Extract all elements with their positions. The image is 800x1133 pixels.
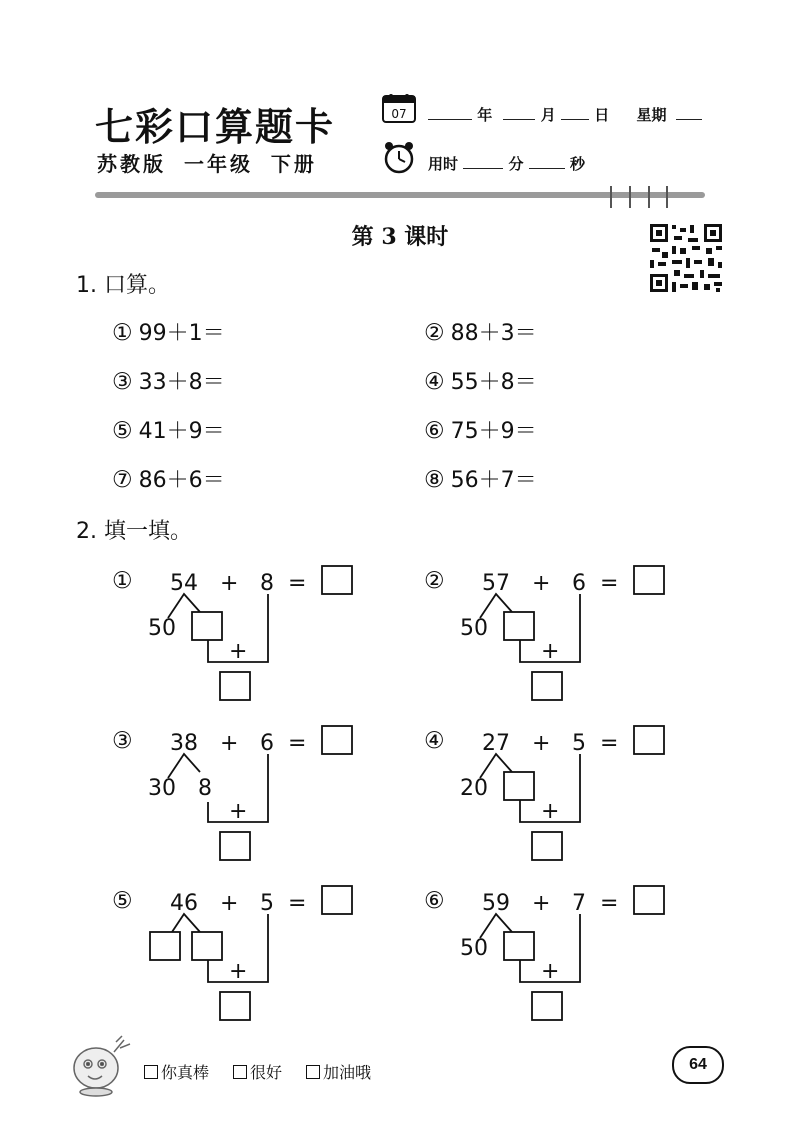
calendar-icon: [381, 92, 417, 124]
equals-sign: =: [288, 571, 307, 596]
rating-option[interactable]: [233, 1060, 282, 1083]
addend-b: 6: [572, 571, 586, 596]
problem-number: ⑤: [112, 888, 133, 914]
problem-expression: 86＋6＝: [138, 468, 225, 493]
problem-number: ⑧: [424, 467, 445, 493]
op-plus: +: [220, 571, 239, 596]
split-box[interactable]: [504, 772, 534, 800]
split-box[interactable]: [504, 612, 534, 640]
rating-label: 加油哦: [323, 1063, 372, 1082]
problem-number: ③: [112, 369, 133, 395]
decompose-problem: [108, 880, 368, 1030]
op-plus: +: [220, 891, 239, 916]
problem-number: ②: [424, 568, 445, 594]
addend-a: 38: [170, 731, 198, 756]
oral-problem[interactable]: [424, 365, 537, 396]
oral-problem[interactable]: [112, 414, 225, 445]
section2-title: 2. 填一填。: [76, 519, 192, 544]
decompose-problem: [108, 720, 368, 870]
answer-box[interactable]: [322, 566, 352, 594]
equals-sign: =: [288, 731, 307, 756]
problem-number: ②: [424, 320, 445, 346]
minute-blank[interactable]: [463, 156, 503, 169]
rating-option[interactable]: [306, 1060, 371, 1083]
result-box[interactable]: [220, 832, 250, 860]
equals-sign: =: [600, 571, 619, 596]
problem-number: ③: [112, 728, 133, 754]
op-plus: +: [532, 891, 551, 916]
oral-problem[interactable]: [112, 463, 225, 494]
month-blank[interactable]: [503, 107, 535, 120]
brand-title: 七彩口算题卡: [95, 105, 336, 149]
alarm-clock-icon: [381, 140, 417, 174]
problem-number: ⑥: [424, 418, 445, 444]
answer-box[interactable]: [322, 726, 352, 754]
rating-option[interactable]: [144, 1060, 209, 1083]
calendar-day: 07: [391, 107, 407, 121]
rating-checkbox[interactable]: [144, 1065, 158, 1079]
addend-b: 7: [572, 891, 586, 916]
sum-plus: +: [541, 799, 560, 824]
op-plus: +: [532, 731, 551, 756]
second-blank[interactable]: [529, 156, 565, 169]
result-box[interactable]: [220, 672, 250, 700]
weekday-label: 星期: [636, 106, 667, 124]
problem-expression: 56＋7＝: [450, 468, 537, 493]
addend-b: 5: [572, 731, 586, 756]
addend-a: 59: [482, 891, 510, 916]
problem-expression: 55＋8＝: [450, 370, 537, 395]
qr-code-icon[interactable]: [648, 222, 724, 294]
oral-problem[interactable]: [424, 414, 537, 445]
minute-label: 分: [508, 155, 524, 173]
result-box[interactable]: [532, 992, 562, 1020]
split-box[interactable]: [192, 612, 222, 640]
answer-box[interactable]: [634, 886, 664, 914]
sum-plus: +: [541, 639, 560, 664]
split-left: 50: [148, 616, 176, 641]
answer-box[interactable]: [322, 886, 352, 914]
problem-expression: 88＋3＝: [450, 321, 537, 346]
rating-checkbox[interactable]: [306, 1065, 320, 1079]
weekday-blank[interactable]: [676, 107, 702, 120]
decompose-problem: [420, 560, 680, 710]
oral-problem[interactable]: [424, 316, 537, 347]
rating-label: 你真棒: [161, 1063, 210, 1082]
page-number: 64: [672, 1046, 724, 1084]
year-blank[interactable]: [428, 107, 472, 120]
answer-box[interactable]: [634, 726, 664, 754]
oral-problem[interactable]: [112, 316, 225, 347]
answer-box[interactable]: [634, 566, 664, 594]
result-box[interactable]: [532, 672, 562, 700]
problem-expression: 75＋9＝: [450, 419, 537, 444]
split-box-left[interactable]: [150, 932, 180, 960]
addend-a: 57: [482, 571, 510, 596]
split-left: 20: [460, 776, 488, 801]
sum-plus: +: [541, 959, 560, 984]
sum-plus: +: [229, 959, 248, 984]
second-label: 秒: [569, 155, 585, 173]
addend-a: 54: [170, 571, 198, 596]
equals-sign: =: [600, 891, 619, 916]
problem-number: ④: [424, 728, 445, 754]
equals-sign: =: [600, 731, 619, 756]
problem-number: ①: [112, 320, 133, 346]
split-box[interactable]: [504, 932, 534, 960]
decompose-problem: [108, 560, 368, 710]
edition-label: 苏教版 一年级 下册: [97, 152, 317, 176]
day-blank[interactable]: [561, 107, 589, 120]
month-label: 月: [540, 106, 556, 124]
split-right: 8: [198, 776, 212, 801]
problem-number: ⑦: [112, 467, 133, 493]
date-fill-line: [428, 104, 702, 125]
addend-b: 5: [260, 891, 274, 916]
op-plus: +: [532, 571, 551, 596]
split-left: 30: [148, 776, 176, 801]
addend-a: 46: [170, 891, 198, 916]
day-label: 日: [594, 106, 610, 124]
op-plus: +: [220, 731, 239, 756]
oral-problem[interactable]: [112, 365, 225, 396]
decompose-problem: [420, 720, 680, 870]
result-box[interactable]: [220, 992, 250, 1020]
split-left: 50: [460, 936, 488, 961]
decompose-problem: [420, 880, 680, 1030]
time-used-label: 用时: [428, 155, 459, 173]
problem-expression: 99＋1＝: [138, 321, 225, 346]
problem-number: ①: [112, 568, 133, 594]
sum-plus: +: [229, 799, 248, 824]
addend-a: 27: [482, 731, 510, 756]
result-box[interactable]: [532, 832, 562, 860]
equals-sign: =: [288, 891, 307, 916]
problem-number: ⑥: [424, 888, 445, 914]
split-left: 50: [460, 616, 488, 641]
oral-problem[interactable]: [424, 463, 537, 494]
problem-number: ⑤: [112, 418, 133, 444]
problem-expression: 41＋9＝: [138, 419, 225, 444]
addend-b: 8: [260, 571, 274, 596]
mascot-icon: [66, 1032, 138, 1098]
rating-checkbox[interactable]: [233, 1065, 247, 1079]
addend-b: 6: [260, 731, 274, 756]
time-fill-line: [428, 153, 585, 174]
rating-label: 很好: [250, 1063, 283, 1082]
year-label: 年: [477, 106, 493, 124]
split-box[interactable]: [192, 932, 222, 960]
problem-expression: 33＋8＝: [138, 370, 225, 395]
ring-binder-icon: [603, 182, 673, 212]
lesson-title: 第 3 课时: [351, 224, 449, 250]
section1-title: 1. 口算。: [76, 273, 170, 298]
problem-number: ④: [424, 369, 445, 395]
sum-plus: +: [229, 639, 248, 664]
